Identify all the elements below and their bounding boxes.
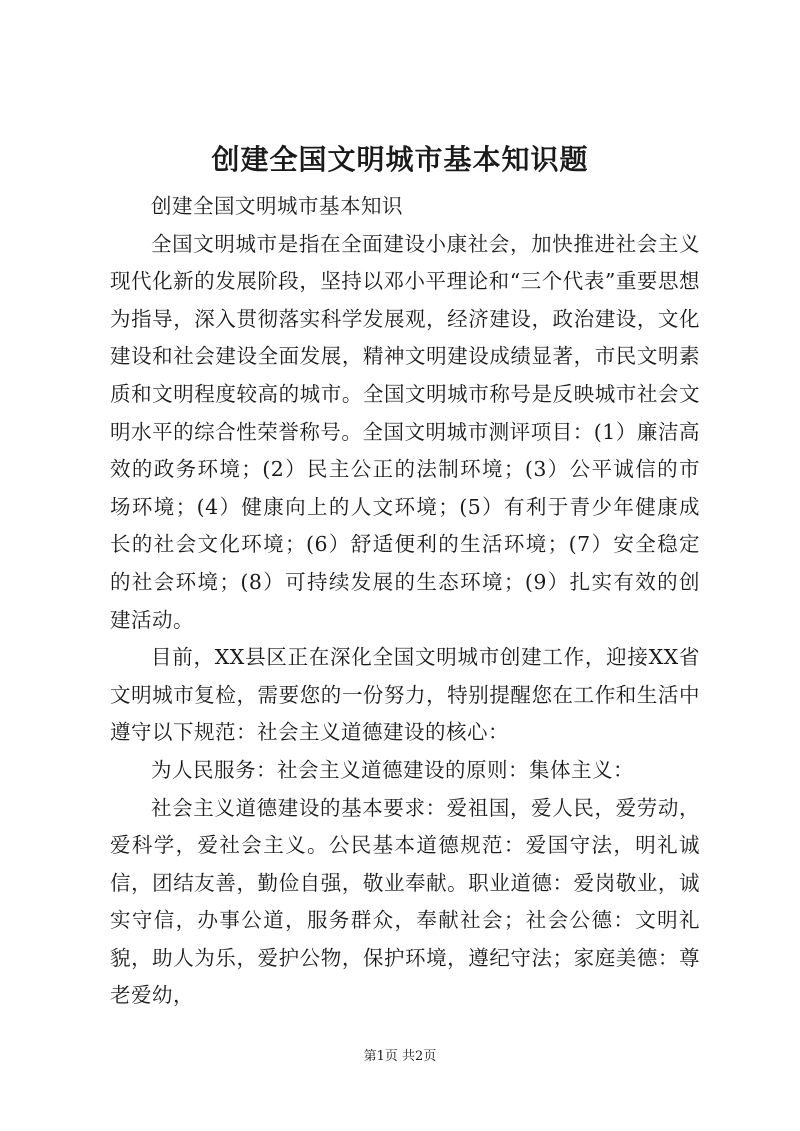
document-body bbox=[110, 188, 700, 1015]
definition-paragraph: 全国文明城市是指在全面建设小康社会，加快推进社会主义现代化新的发展阶段，坚持以邓小平理论和“三个代表”重要思想为指导，深入贯彻落实科学发展观，经济建设，政治建设，文化建设和社会建设全面发展，精神文明建设成绩显著，市民文明素质和文明程度较高的城市。全国文明城市称号是反映城市社会文明水平的综合性荣誉称号。全国文明城市测评项目：(1）廉洁高效的政务环境；(2）民主公正的法制环境；(3）公平诚信的市场环境；(4）健康向上的人文环境；(5）有利于青少年健康成长的社会文化环境；(6）舒适便利的生活环境；(7）安全稳定的社会环境；(8）可持续发展的生态环境；(9）扎实有效的创建活动。 bbox=[110, 231, 700, 632]
subtitle-paragraph: 创建全国文明城市基本知识 bbox=[151, 194, 403, 218]
page-footer: 第1页 共2页 bbox=[363, 1049, 437, 1064]
notice-paragraph: 目前，XX县区正在深化全国文明城市创建工作，迎接XX省文明城市复检，需要您的一份努力，特别提醒您在工作和生活中遵守以下规范：社会主义道德建设的核心： bbox=[110, 645, 700, 745]
requirements-paragraph: 社会主义道德建设的基本要求：爱祖国，爱人民，爱劳动，爱科学，爱社会主义。公民基本道德规范：爱国守法，明礼诚信，团结友善，勤俭自强，敬业奉献。职业道德：爱岗敬业，诚实守信，办事公道，服务群众，奉献社会；社会公德：文明礼貌，助人为乐，爱护公物，保护环境，遵纪守法；家庭美德：尊老爱幼， bbox=[110, 795, 700, 1008]
document-title: 创建全国文明城市基本知识题 bbox=[211, 143, 589, 176]
principle-paragraph: 为人民服务：社会主义道德建设的原则：集体主义： bbox=[151, 757, 634, 782]
